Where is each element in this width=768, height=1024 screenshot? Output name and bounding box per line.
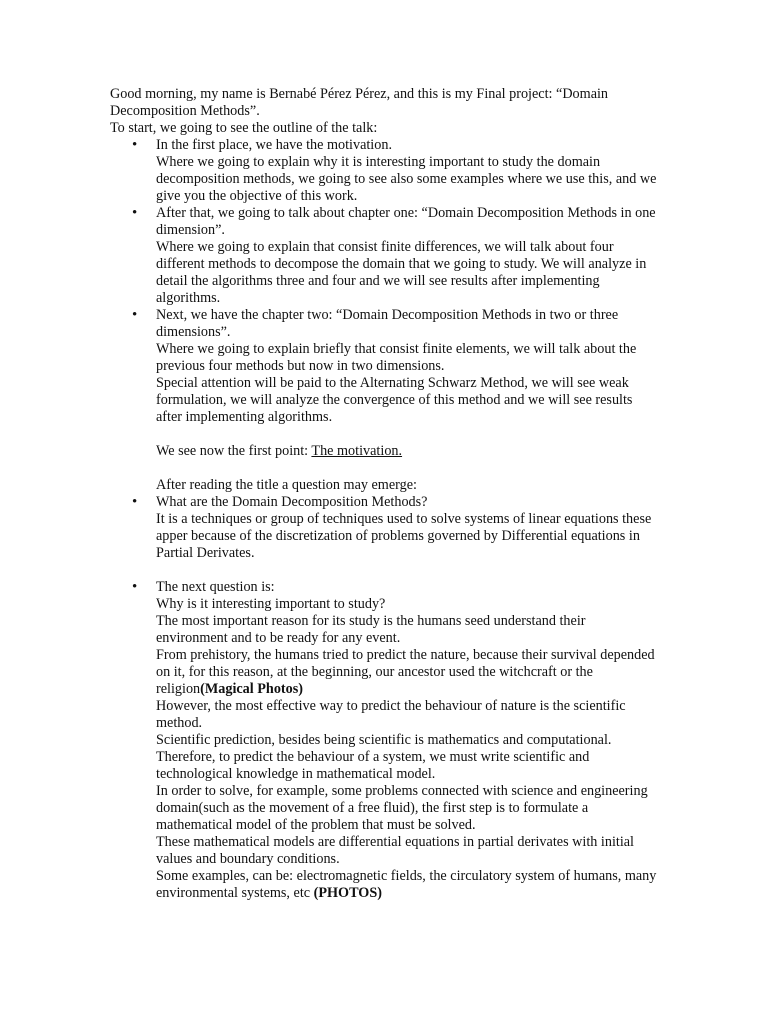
answer-paragraph [156,868,658,902]
outline-item-chapter-one [110,205,658,307]
outline-item-heading: • After that, we going to talk about chapter one: “Domain Decomposition Methods in one dimension”. [156,205,656,238]
outline-item-text: Where we going to explain that consist finite differences, we will talk about four different methods to decompose the domain that we going to study. We will analyze in detail the algorithms three and four and we will see results after implementing algorithms. [156,239,647,306]
question-item-next [110,579,658,902]
outline-item-motivation [110,137,658,205]
first-point-text: We see now the first point: [156,443,312,459]
question-answer: It is a techniques or group of techniques used to solve systems of linear equations these apper because of the discretization of problems governed by Differential equations in Partial Derivates. [156,511,652,561]
question-list-2 [110,579,658,902]
outline-item-heading: • Next, we have the chapter two: “Domain Decomposition Methods in two or three dimensions”. [156,307,619,340]
outline-item-chapter-two [110,307,658,426]
answer-paragraph [156,647,658,698]
spacer [110,426,658,443]
document-page [110,86,658,902]
answer-paragraph: However, the most effective way to predict the behaviour of nature is the scientific method. [156,698,626,731]
motivation-underlined-heading: The motivation. [311,443,403,459]
spacer [110,562,658,579]
intro-paragraph: Good morning, my name is Bernabé Pérez Pérez, and this is my Final project: “Domain Decomposition Methods”. [110,86,609,119]
answer-text: From prehistory, the humans tried to predict the nature, because their survival depended on it, for this reason, at the beginning, our ancestor used the witchcraft or the religion [156,647,655,697]
answer-paragraph: Scientific prediction, besides being scientific is mathematics and computational. Therefore, to predict the behaviour of a system, we must write scientific and technological knowledge in mathematical model. [156,732,612,782]
outline-item-heading: • In the first place, we have the motivation. [156,137,392,153]
outline-intro: To start, we going to see the outline of the talk: [110,120,378,136]
answer-paragraph: In order to solve, for example, some problems connected with science and engineering domain(such as the movement of a free fluid), the first step is to formulate a mathematical model of the problem that must be solved. [156,783,648,833]
first-point-paragraph [110,443,658,460]
spacer [110,460,658,477]
outline-item-text: Special attention will be paid to the Alternating Schwarz Method, we will see weak formulation, we will analyze the convergence of this method and we will see results after implementing algorithms. [156,375,633,425]
outline-item-text: Where we going to explain why it is interesting important to study the domain decomposition methods, we going to see also some examples where we use this, and we give you the objective of this work. [156,154,657,204]
magical-photos-note: (Magical Photos) [200,681,303,697]
question-heading: • The next question is: [156,579,275,595]
question-item-what-are [110,494,658,562]
answer-text: Some examples, can be: electromagnetic fields, the circulatory system of humans, many environmental systems, etc [156,868,657,901]
question-subheading: Why is it interesting important to study? [156,596,386,612]
question-intro: After reading the title a question may emerge: [156,477,417,493]
answer-paragraph: These mathematical models are differential equations in partial derivates with initial values and boundary conditions. [156,834,635,867]
outline-list [110,137,658,426]
outline-item-text: Where we going to explain briefly that consist finite elements, we will talk about the previous four methods but now in two dimensions. [156,341,637,374]
question-heading: • What are the Domain Decomposition Methods? [156,494,428,510]
photos-note: (PHOTOS) [313,885,382,901]
question-list-1 [110,494,658,562]
answer-paragraph: The most important reason for its study is the humans seed understand their environment and to be ready for any event. [156,613,586,646]
